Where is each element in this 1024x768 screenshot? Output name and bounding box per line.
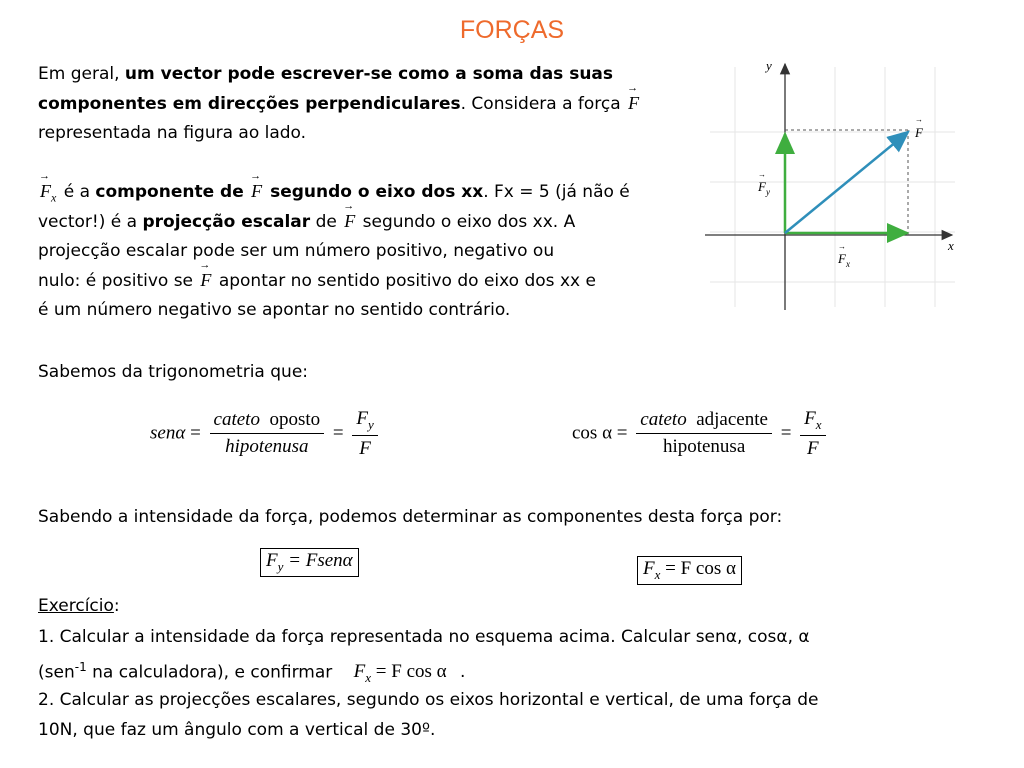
vector-F: → F [250, 170, 263, 201]
sine-formula: senα = $\frac{\text{cateto oposto}}{\text{hipotenusa}}$ = $\frac{F_y}{F}$ [150, 408, 382, 460]
svg-text:F: F [758, 179, 766, 194]
grid [710, 67, 955, 307]
svg-text:F: F [838, 251, 846, 266]
vector-Fx: → $F_x$ [39, 170, 57, 205]
svg-text:→: → [838, 242, 846, 251]
Fx-formula-box: $F_x = F$ cos α [637, 556, 742, 585]
svg-text:→: → [758, 170, 766, 179]
exercise-heading: Exercício: [38, 596, 120, 616]
components-intro: Sabendo a intensidade da força, podemos determinar as componentes desta força por: [38, 507, 783, 527]
F-label [914, 115, 924, 140]
x-axis-label: x [948, 238, 954, 253]
vector-F: → F [627, 81, 640, 113]
svg-text:x: x [846, 259, 850, 269]
exercise-1: 1. Calcular a intensidade da força representada no esquema acima. Calcular senα, cosα, α (sen$^{-1}$ na calculadora), e confirmar $F_x = F$ cos α . [38, 627, 810, 685]
intro-paragraph: Em geral, um vector pode escrever-se como a soma das suas componentes em direcções perpendiculares. Considera a força → F representada na figura ao lado. [38, 64, 640, 143]
component-paragraph: → $F_x$ é a componente de → F segundo o eixo dos xx. Fx = 5 (já não é vector!) é a projecção escalar de → F segundo o eixo dos xx. A projecção escalar pode ser um número positivo, negativo ou nulo: é positivo se → F apontar no sentido positivo do eixo dos xx e é um número negativo se apontar no sentido contrário. [38, 170, 630, 320]
page-title: FORÇAS [459, 16, 565, 44]
Fy-formula-box: $F_y$ = Fsenα [260, 548, 359, 577]
svg-text:y: y [766, 187, 770, 197]
svg-text:F: F [915, 125, 923, 140]
cosine-formula: cos α = $\frac{\text{cateto adjacente}}{\text{hipotenusa}}$ = $\frac{F_x}{F}$ [572, 408, 830, 460]
svg-text:→: → [915, 115, 923, 124]
Fy-label [757, 170, 770, 197]
bold-statement: um vector pode escrever-se como a soma das suas componentes em direcções perpendiculares [38, 64, 614, 114]
exercise-2: 2. Calcular as projecções escalares, segundo os eixos horizontal e vertical, de uma força de 10N, que faz um ângulo com a vertical de 30º. [38, 690, 819, 740]
Fx-label [837, 242, 850, 269]
vector-F: → F [343, 199, 356, 231]
force-diagram [700, 52, 970, 317]
y-axis-label: y [766, 58, 772, 73]
trig-intro: Sabemos da trigonometria que: [38, 362, 309, 382]
vector-F: → F [199, 258, 212, 290]
